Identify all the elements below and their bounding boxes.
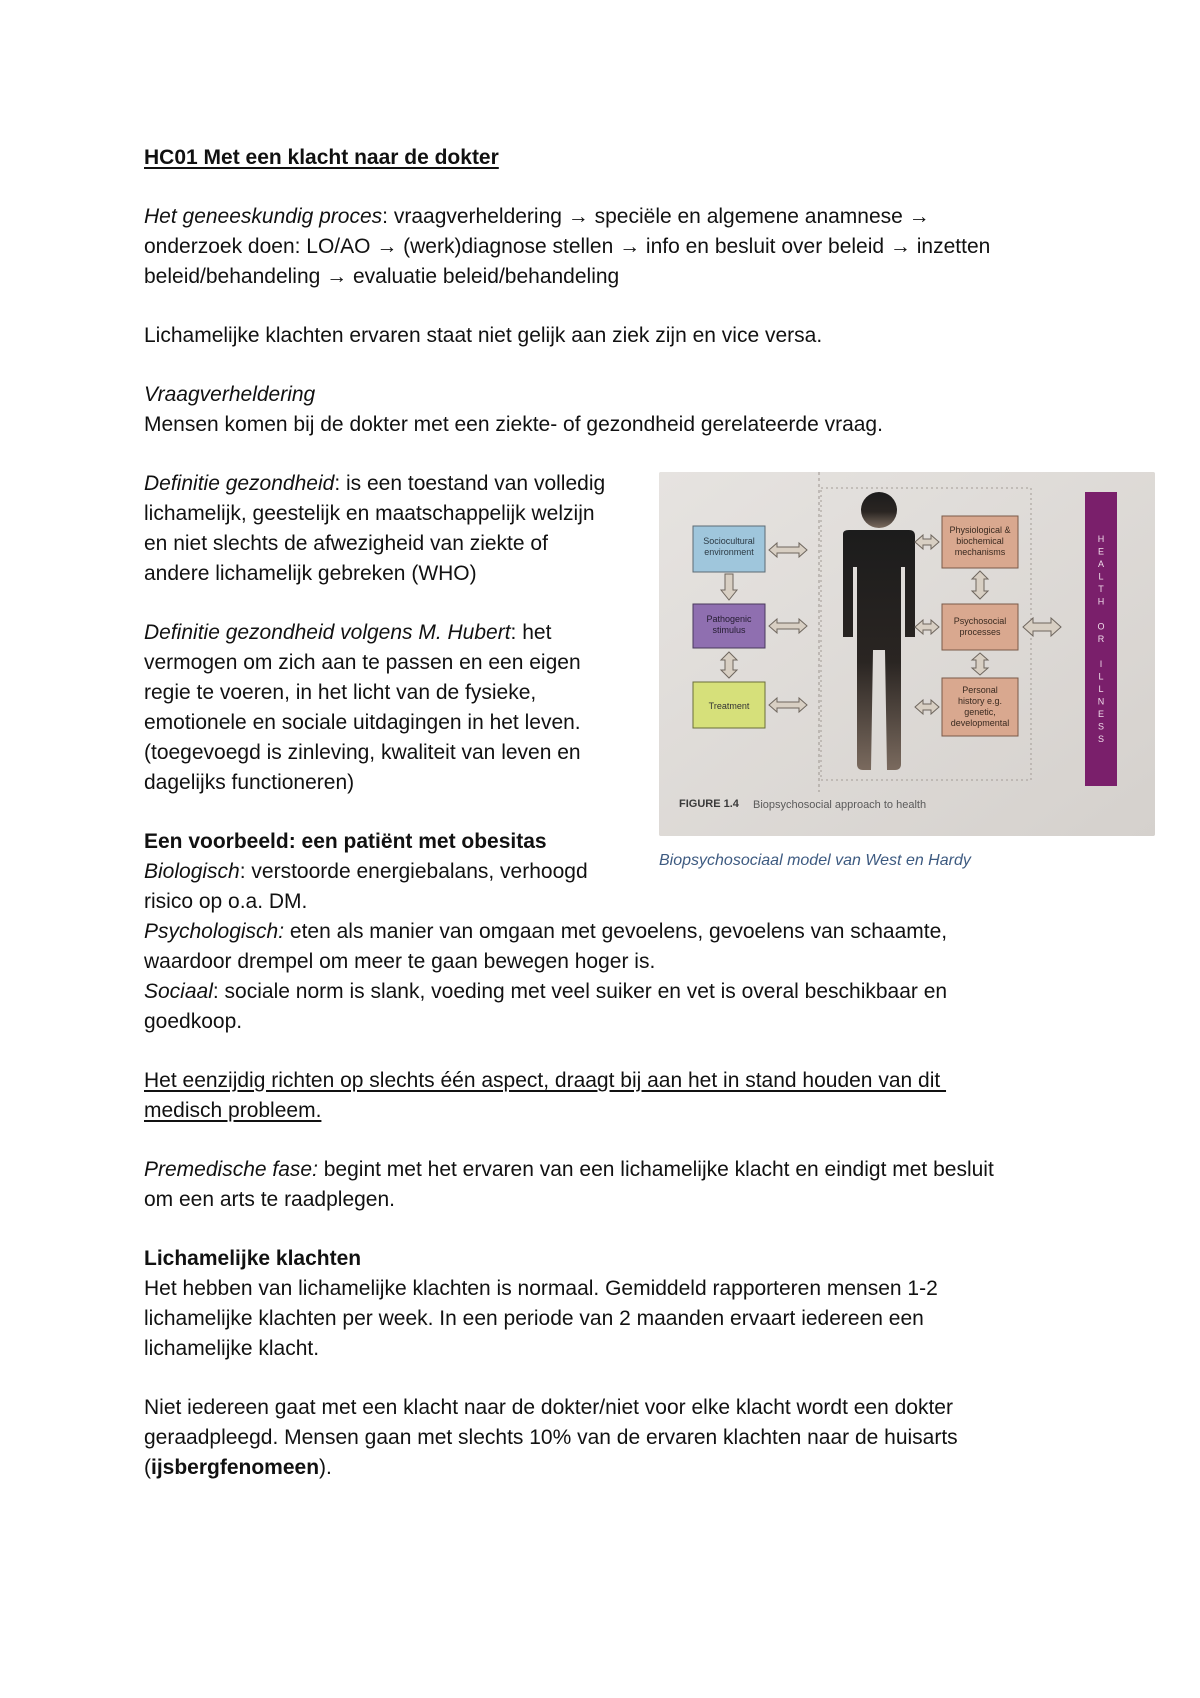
page-title: HC01 Met een klacht naar de dokter xyxy=(144,146,499,169)
bar-letter: L xyxy=(1098,684,1104,694)
box-psychosocial xyxy=(942,604,1018,650)
box-physio-line1: Physiological & xyxy=(949,525,1011,535)
niet-text: ). xyxy=(319,1456,332,1479)
def2-line: (toegevoegd is zinleving, kwaliteit van leven en xyxy=(144,741,581,764)
def2-label: Definitie gezondheid volgens M. Hubert xyxy=(144,621,511,644)
bar-letter: N xyxy=(1097,696,1105,707)
bar-letter: E xyxy=(1097,546,1105,557)
heading-vraagverheldering: Vraagverheldering xyxy=(144,383,316,406)
arrow-icon: → xyxy=(619,235,641,258)
def2-line xyxy=(144,618,551,648)
psy-text: eten als manier van omgaan met gevoelens, gevoelens van schaamte, xyxy=(284,920,948,943)
heading-voorbeeld: Een voorbeeld: een patiënt met obesitas xyxy=(144,830,547,853)
bio-line xyxy=(144,857,588,887)
niet-line: Niet iedereen gaat met een klacht naar de dokter/niet voor elke klacht wordt een dokter xyxy=(144,1396,953,1419)
box-sociocultural-line2: environment xyxy=(704,547,754,557)
bar-letter: T xyxy=(1098,584,1104,594)
box-personal-line1: Personal xyxy=(962,685,998,695)
premed-line: om een arts te raadplegen. xyxy=(144,1188,395,1211)
def2-line: vermogen om zich aan te passen en een eigen xyxy=(144,651,581,674)
arrow-icon: → xyxy=(889,235,911,258)
proces-text: inzetten xyxy=(910,235,991,258)
klachten-line: Het hebben van lichamelijke klachten is normaal. Gemiddeld rapporteren mensen 1-2 xyxy=(144,1277,938,1300)
box-sociocultural-line1: Sociocultural xyxy=(703,536,755,546)
box-psychosocial-line2: processes xyxy=(959,627,1001,637)
bar-letter: L xyxy=(1098,571,1104,582)
underlined-statement: Het eenzijdig richten op slechts één aspect, draagt bij aan het in stand houden van dit xyxy=(144,1069,947,1092)
niet-line: geraadpleegd. Mensen gaan met slechts 10% van de ervaren klachten naar de huisarts xyxy=(144,1426,958,1449)
psy-label: Psychologisch: xyxy=(144,920,285,943)
def2-text: : het xyxy=(510,621,552,644)
heading-klachten: Lichamelijke klachten xyxy=(144,1247,362,1270)
box-treatment xyxy=(693,682,765,728)
psy-line: waardoor drempel om meer te gaan bewegen hoger is. xyxy=(144,950,656,973)
box-treatment-label: Treatment xyxy=(708,701,750,711)
bar-letter: A xyxy=(1097,559,1105,569)
proces-line-2 xyxy=(144,232,990,262)
def2-line: emotionele en sociale uitdagingen in het leven. xyxy=(144,711,581,734)
proces-text: onderzoek doen: LO/AO xyxy=(144,235,377,258)
soc-text: : sociale norm is slank, voeding met veel suiker en vet is overal beschikbaar en xyxy=(212,980,948,1003)
def1-line xyxy=(144,469,605,499)
bar-letter: R xyxy=(1097,634,1105,644)
figure-caption: Biopsychosociaal model van West en Hardy xyxy=(659,852,971,869)
paragraph-vraag: Mensen komen bij de dokter met een ziekte- of gezondheid gerelateerde vraag. xyxy=(144,413,883,436)
underlined-statement: medisch probleem. xyxy=(144,1099,322,1122)
box-physiological xyxy=(942,516,1018,568)
premed-label: Premedische fase: xyxy=(144,1158,318,1181)
premed-line xyxy=(144,1155,994,1185)
bar-letter: I xyxy=(1099,659,1103,669)
proces-text: info en besluit over beleid xyxy=(640,235,890,258)
soc-line: goedkoop. xyxy=(144,1010,243,1033)
box-personal-history xyxy=(942,678,1018,736)
proces-text: evaluatie beleid/behandeling xyxy=(347,265,620,288)
box-sociocultural xyxy=(693,526,765,572)
def1-text: : is een toestand van volledig xyxy=(334,472,606,495)
soc-label: Sociaal xyxy=(144,980,213,1003)
proces-text: (werk)diagnose stellen xyxy=(397,235,620,258)
arrow-icon: → xyxy=(376,235,398,258)
bar-letter: S xyxy=(1097,734,1105,744)
paragraph-lichamelijk: Lichamelijke klachten ervaren staat niet gelijk aan ziek zijn en vice versa. xyxy=(144,324,823,347)
figure-number: FIGURE 1.4 xyxy=(679,798,739,810)
box-psychosocial-line1: Psychosocial xyxy=(953,616,1007,626)
proces-label: Het geneeskundig proces xyxy=(144,205,383,228)
bar-letter: S xyxy=(1097,721,1105,732)
def1-line: en niet slechts de afwezigheid van ziekte of xyxy=(144,532,548,555)
bar-letter: H xyxy=(1097,596,1105,607)
bar-letter: L xyxy=(1098,671,1104,682)
bio-text: : verstoorde energiebalans, verhoogd xyxy=(239,860,588,883)
health-illness-letters xyxy=(1097,534,1104,744)
arrow-icon: → xyxy=(326,265,348,288)
premed-text: begint met het ervaren van een lichamelijke klacht en eindigt met besluit xyxy=(317,1158,994,1181)
soc-line xyxy=(144,977,947,1007)
bar-letter: H xyxy=(1097,534,1105,544)
bar-letter: E xyxy=(1097,709,1105,719)
proces-text: speciële en algemene anamnese xyxy=(588,205,909,228)
box-pathogenic-line2: stimulus xyxy=(712,625,746,635)
proces-text: beleid/behandeling xyxy=(144,265,327,288)
box-personal-line4: developmental xyxy=(950,718,1010,728)
def1-line: lichamelijk, geestelijk en maatschappelijk welzijn xyxy=(144,502,595,525)
arrow-icon: → xyxy=(567,205,589,228)
figure-title: Biopsychosocial approach to health xyxy=(753,799,927,811)
niet-text: ( xyxy=(144,1456,151,1479)
box-personal-line2: history e.g. xyxy=(957,696,1003,706)
figure-svg xyxy=(659,472,1155,836)
def1-label: Definitie gezondheid xyxy=(144,472,335,495)
proces-text: : vraagverheldering xyxy=(382,205,568,228)
box-physio-line2: biochemical xyxy=(956,536,1004,546)
bio-label: Biologisch xyxy=(144,860,240,883)
biopsychosocial-figure xyxy=(659,472,1155,836)
box-pathogenic xyxy=(693,604,765,648)
def1-line: andere lichamelijk gebreken (WHO) xyxy=(144,562,477,585)
arrow-icon: → xyxy=(908,205,930,228)
box-pathogenic-line1: Pathogenic xyxy=(706,614,752,624)
box-physio-line3: mechanisms xyxy=(954,547,1006,557)
bar-letter: O xyxy=(1097,621,1105,632)
psy-line xyxy=(144,917,947,947)
def2-line: regie te voeren, in het licht van de fysieke, xyxy=(144,681,537,704)
box-personal-line3: genetic, xyxy=(964,707,996,717)
ijsberg-term: ijsbergfenomeen xyxy=(151,1456,320,1479)
bio-line: risico op o.a. DM. xyxy=(144,890,308,913)
def2-line: dagelijks functioneren) xyxy=(144,771,355,794)
klachten-line: lichamelijke klacht. xyxy=(144,1337,320,1360)
proces-line-3 xyxy=(144,262,619,292)
niet-line xyxy=(144,1453,332,1483)
klachten-line: lichamelijke klachten per week. In een periode van 2 maanden ervaart iedereen een xyxy=(144,1307,924,1330)
proces-line-1 xyxy=(144,202,930,232)
